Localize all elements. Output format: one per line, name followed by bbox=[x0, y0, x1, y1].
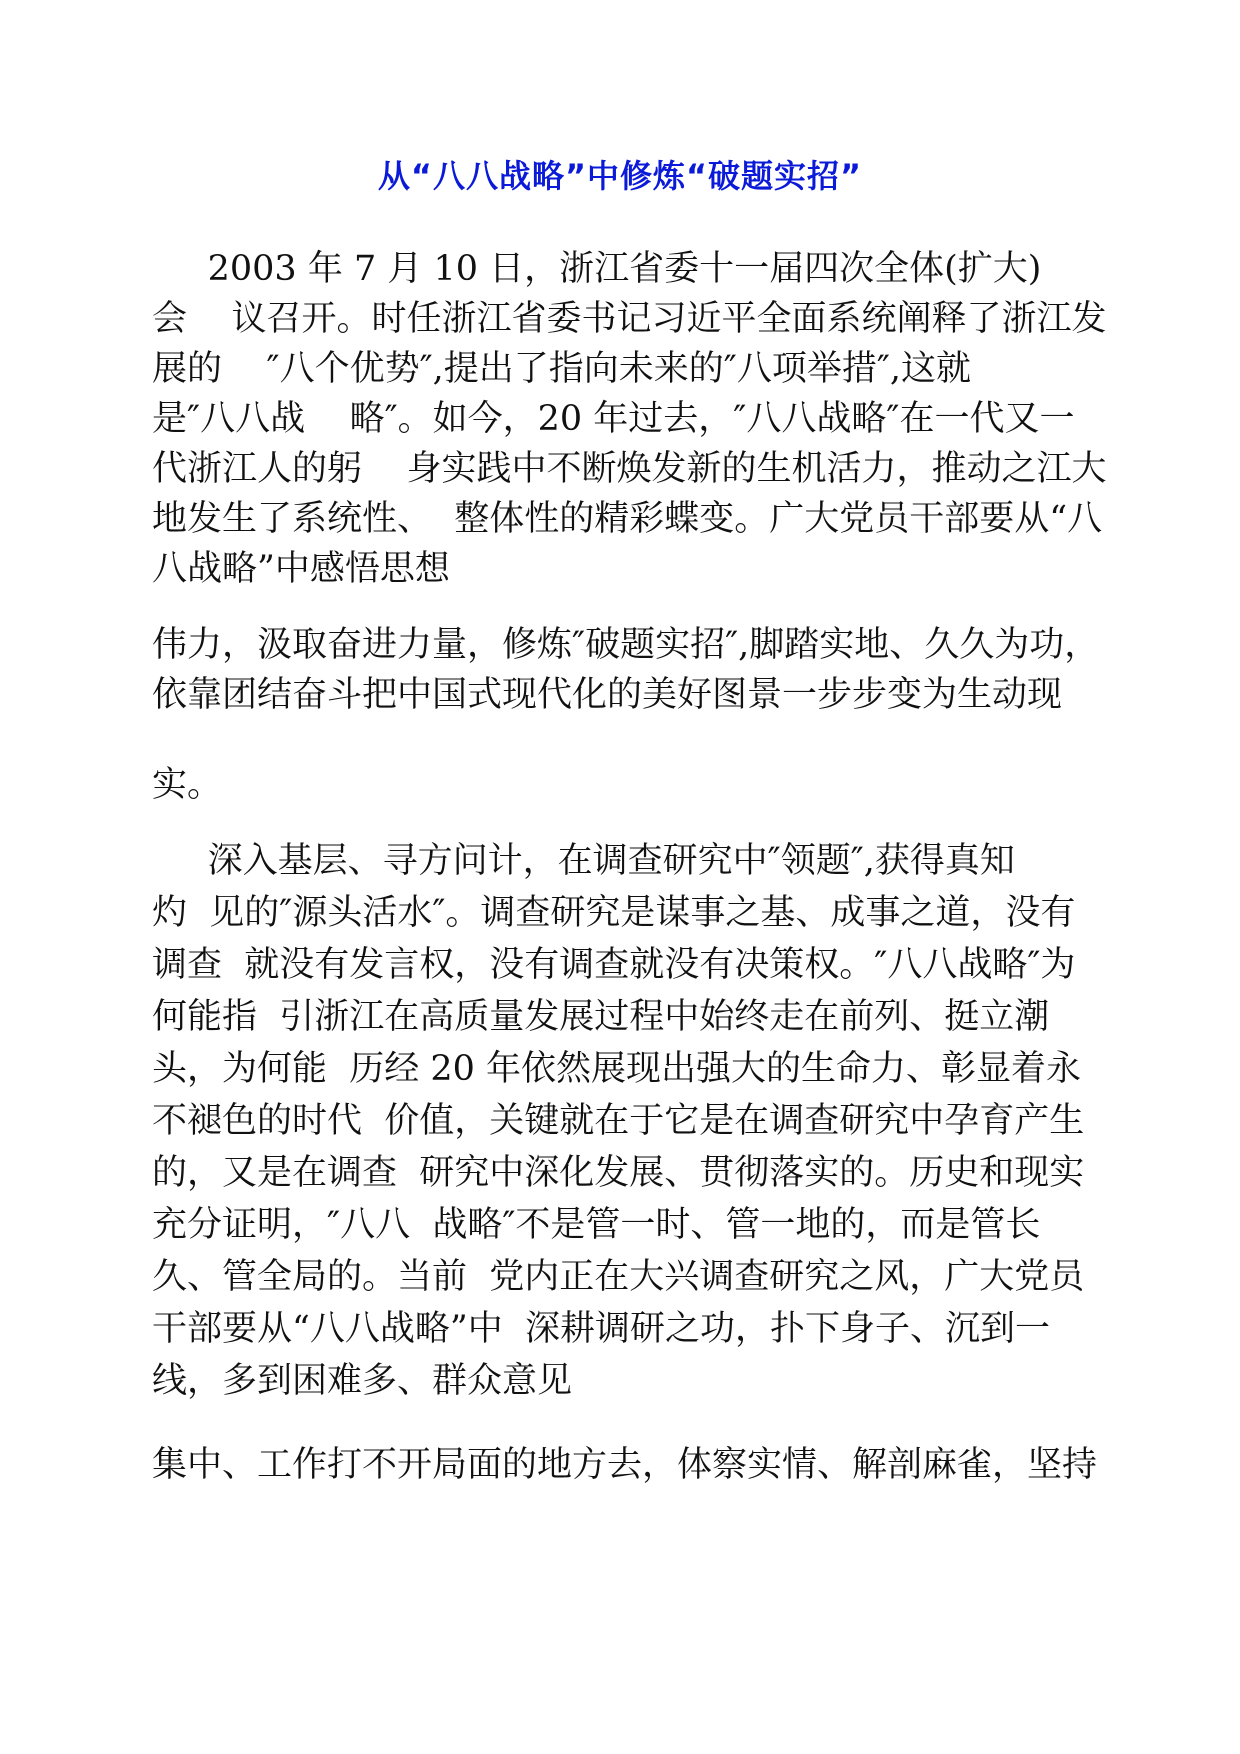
text-line: 实。 bbox=[152, 765, 223, 805]
text-line: 依靠团结奋斗把中国式现代化的美好图景一步步变为生动现 bbox=[152, 675, 1063, 715]
text-line: 久、管全局的。当前 党内正在大兴调查研究之风，广大党员 bbox=[152, 1257, 1085, 1297]
text-line: 八战略”中感悟思想 bbox=[152, 549, 450, 589]
text-line: 会 议召开。时任浙江省委书记习近平全面系统阐释了浙江发 bbox=[152, 299, 1107, 339]
text-line: 代浙江人的躬 身实践中不断焕发新的生机活力，推动之江大 bbox=[152, 449, 1107, 489]
text-line: 地发生了系统性、 整体性的精彩蝶变。广大党员干部要从“八 bbox=[152, 499, 1103, 539]
text-line: 头，为何能 历经 20 年依然展现出强大的生命力、彰显着永 bbox=[152, 1049, 1082, 1089]
document-title: 从“八八战略”中修炼“破题实招” bbox=[377, 157, 863, 195]
text-line: 灼 见的″源头活水″。调查研究是谋事之基、成事之道，没有 bbox=[152, 893, 1076, 933]
text-line: 伟力，汲取奋进力量，修炼″破题实招″,脚踏实地、久久为功， bbox=[152, 625, 1100, 665]
text-line: 深入基层、寻方问计，在调查研究中″领题″,获得真知 bbox=[152, 841, 1015, 881]
text-line: 不褪色的时代 价值，关键就在于它是在调查研究中孕育产生 bbox=[152, 1101, 1085, 1141]
text-line: 何能指 引浙江在高质量发展过程中始终走在前列、挺立潮 bbox=[152, 997, 1050, 1037]
text-line: 干部要从“八八战略”中 深耕调研之功，扑下身子、沉到一 bbox=[152, 1309, 1051, 1349]
text-line: 调查 就没有发言权，没有调查就没有决策权。″八八战略″为 bbox=[152, 945, 1076, 985]
text-line: 充分证明，″八八 战略″不是管一时、管一地的，而是管长 bbox=[152, 1205, 1041, 1245]
text-line: 集中、工作打不开局面的地方去，体察实情、解剖麻雀，坚持 bbox=[152, 1445, 1098, 1485]
text-line: 的，又是在调查 研究中深化发展、贯彻落实的。历史和现实 bbox=[152, 1153, 1085, 1193]
text-line: 线，多到困难多、群众意见 bbox=[152, 1361, 573, 1401]
text-line: 是″八八战 略″。如今，20 年过去，″八八战略″在一代又一 bbox=[152, 399, 1075, 439]
text-line: 展的 ″八个优势″,提出了指向未来的″八项举措″,这就 bbox=[152, 349, 972, 389]
text-line: 2003 年 7 月 10 日，浙江省委十一届四次全体(扩大) bbox=[152, 249, 1042, 289]
